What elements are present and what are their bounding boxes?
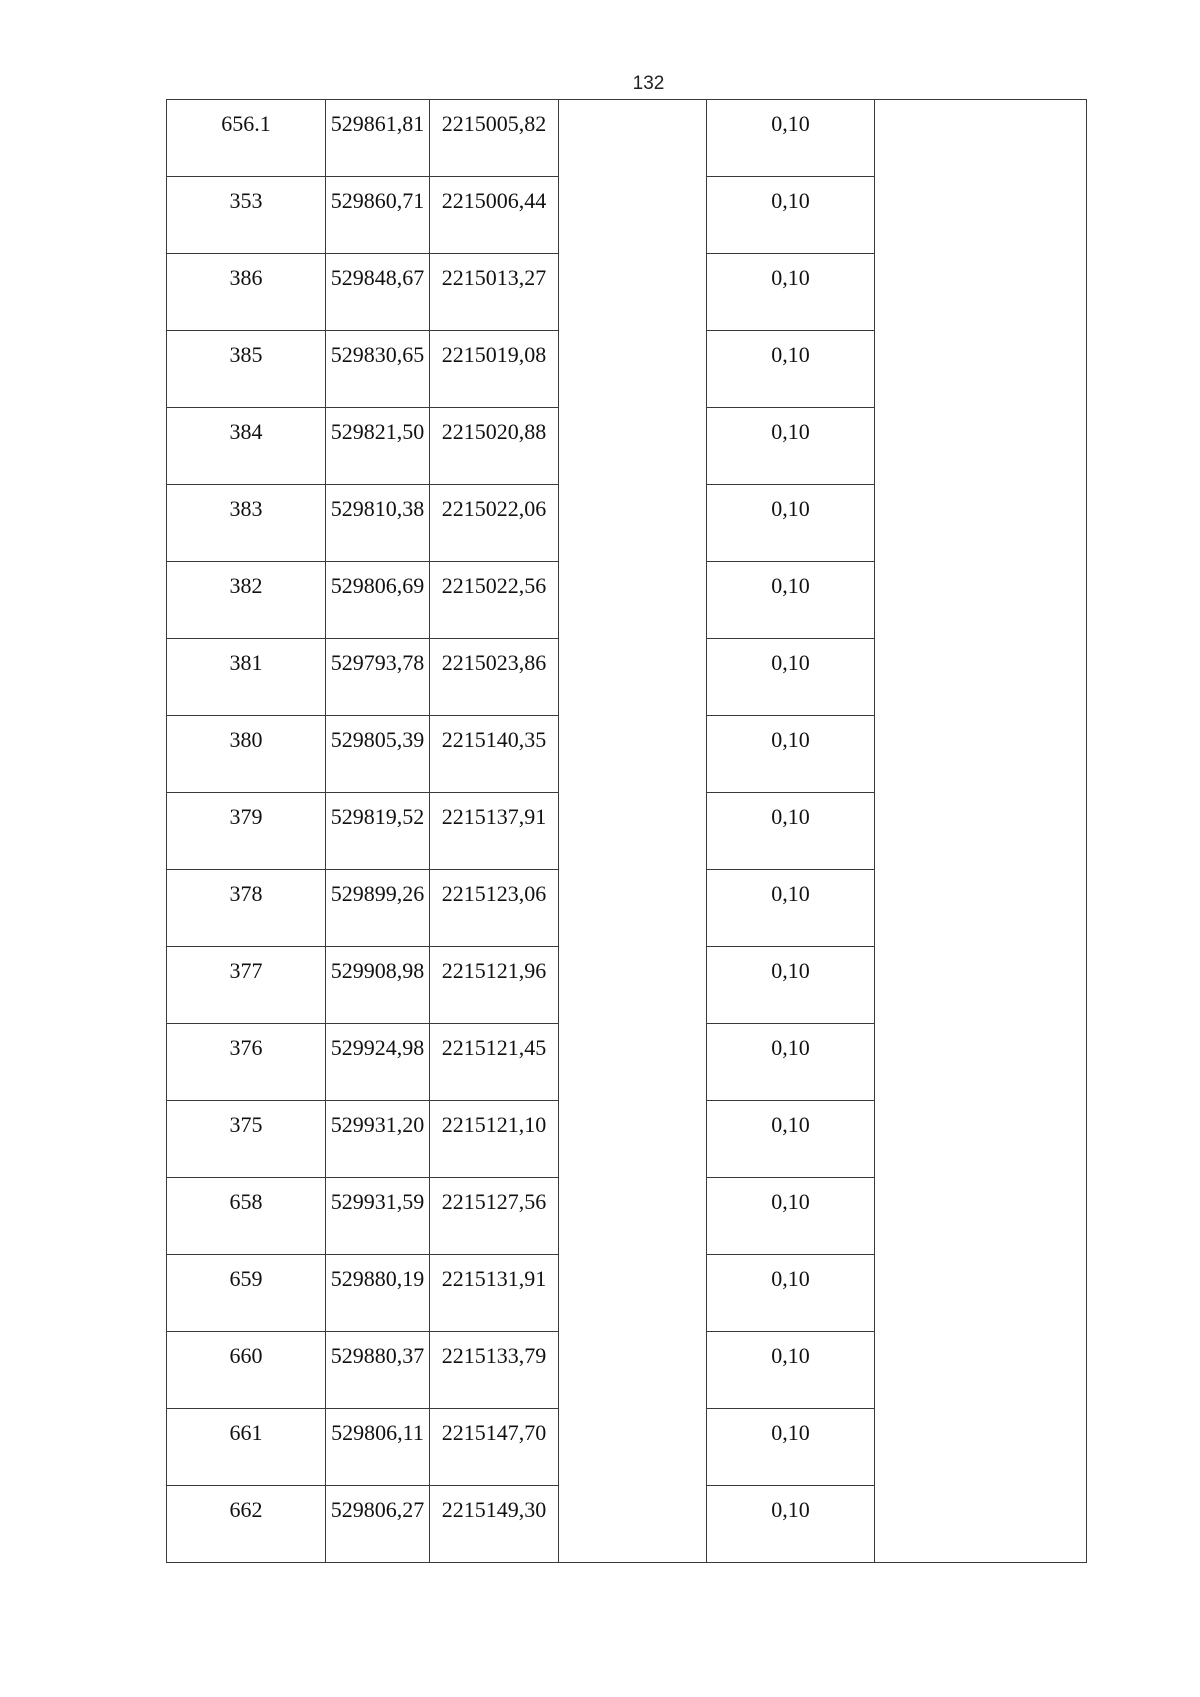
point-number-cell: 383 [167,485,326,562]
empty-cell [875,331,1087,408]
accuracy-value-cell: 0,10 [707,408,875,485]
table-row [167,562,1087,639]
empty-cell [559,793,707,870]
empty-cell [559,1486,707,1563]
empty-cell [875,1332,1087,1409]
accuracy-value-cell: 0,10 [707,793,875,870]
accuracy-value-cell: 0,10 [707,1101,875,1178]
y-coordinate-cell: 2215006,44 [430,177,559,254]
empty-cell [559,1024,707,1101]
point-number-cell: 656.1 [167,100,326,177]
table-row [167,716,1087,793]
y-coordinate-cell: 2215023,86 [430,639,559,716]
table-row [167,177,1087,254]
x-coordinate-cell: 529830,65 [326,331,430,408]
x-coordinate-cell: 529908,98 [326,947,430,1024]
y-coordinate-cell: 2215147,70 [430,1409,559,1486]
x-coordinate-cell: 529848,67 [326,254,430,331]
coordinates-table [166,99,1087,1563]
x-coordinate-cell: 529899,26 [326,870,430,947]
table-row [167,100,1087,177]
x-coordinate-cell: 529931,20 [326,1101,430,1178]
point-number-cell: 661 [167,1409,326,1486]
accuracy-value-cell: 0,10 [707,331,875,408]
empty-cell [559,177,707,254]
x-coordinate-cell: 529806,69 [326,562,430,639]
accuracy-value-cell: 0,10 [707,1255,875,1332]
point-number-cell: 385 [167,331,326,408]
table-row [167,485,1087,562]
point-number-cell: 660 [167,1332,326,1409]
empty-cell [559,562,707,639]
point-number-cell: 378 [167,870,326,947]
empty-cell [559,408,707,485]
empty-cell [559,254,707,331]
empty-cell [875,408,1087,485]
empty-cell [875,1486,1087,1563]
y-coordinate-cell: 2215137,91 [430,793,559,870]
empty-cell [559,1255,707,1332]
table-row [167,331,1087,408]
y-coordinate-cell: 2215121,10 [430,1101,559,1178]
table-row [167,793,1087,870]
empty-cell [875,793,1087,870]
x-coordinate-cell: 529793,78 [326,639,430,716]
y-coordinate-cell: 2215019,08 [430,331,559,408]
point-number-cell: 353 [167,177,326,254]
empty-cell [875,100,1087,177]
empty-cell [875,947,1087,1024]
point-number-cell: 381 [167,639,326,716]
empty-cell [875,254,1087,331]
table-row [167,870,1087,947]
y-coordinate-cell: 2215013,27 [430,254,559,331]
empty-cell [875,1255,1087,1332]
x-coordinate-cell: 529924,98 [326,1024,430,1101]
point-number-cell: 382 [167,562,326,639]
y-coordinate-cell: 2215022,56 [430,562,559,639]
empty-cell [875,177,1087,254]
point-number-cell: 384 [167,408,326,485]
empty-cell [875,870,1087,947]
empty-cell [875,1024,1087,1101]
table-row [167,639,1087,716]
accuracy-value-cell: 0,10 [707,1178,875,1255]
x-coordinate-cell: 529821,50 [326,408,430,485]
point-number-cell: 380 [167,716,326,793]
y-coordinate-cell: 2215123,06 [430,870,559,947]
point-number-cell: 375 [167,1101,326,1178]
table-row [167,254,1087,331]
y-coordinate-cell: 2215022,06 [430,485,559,562]
empty-cell [559,1332,707,1409]
empty-cell [559,331,707,408]
table-row [167,1101,1087,1178]
empty-cell [559,1101,707,1178]
empty-cell [559,639,707,716]
accuracy-value-cell: 0,10 [707,870,875,947]
accuracy-value-cell: 0,10 [707,1024,875,1101]
y-coordinate-cell: 2215121,96 [430,947,559,1024]
table-row [167,1178,1087,1255]
accuracy-value-cell: 0,10 [707,177,875,254]
x-coordinate-cell: 529819,52 [326,793,430,870]
table-row [167,408,1087,485]
y-coordinate-cell: 2215133,79 [430,1332,559,1409]
accuracy-value-cell: 0,10 [707,485,875,562]
y-coordinate-cell: 2215127,56 [430,1178,559,1255]
table-row [167,1332,1087,1409]
point-number-cell: 379 [167,793,326,870]
empty-cell [875,1409,1087,1486]
empty-cell [559,716,707,793]
y-coordinate-cell: 2215131,91 [430,1255,559,1332]
empty-cell [875,562,1087,639]
empty-cell [875,716,1087,793]
empty-cell [559,947,707,1024]
accuracy-value-cell: 0,10 [707,1486,875,1563]
empty-cell [875,1178,1087,1255]
empty-cell [559,1409,707,1486]
point-number-cell: 658 [167,1178,326,1255]
empty-cell [875,639,1087,716]
y-coordinate-cell: 2215121,45 [430,1024,559,1101]
table-row [167,947,1087,1024]
x-coordinate-cell: 529810,38 [326,485,430,562]
table-row [167,1409,1087,1486]
accuracy-value-cell: 0,10 [707,716,875,793]
accuracy-value-cell: 0,10 [707,254,875,331]
point-number-cell: 377 [167,947,326,1024]
empty-cell [559,100,707,177]
table-row [167,1255,1087,1332]
empty-cell [559,1178,707,1255]
table-row [167,1486,1087,1563]
empty-cell [875,1101,1087,1178]
x-coordinate-cell: 529880,37 [326,1332,430,1409]
point-number-cell: 662 [167,1486,326,1563]
accuracy-value-cell: 0,10 [707,1332,875,1409]
point-number-cell: 376 [167,1024,326,1101]
x-coordinate-cell: 529861,81 [326,100,430,177]
accuracy-value-cell: 0,10 [707,1409,875,1486]
x-coordinate-cell: 529931,59 [326,1178,430,1255]
point-number-cell: 386 [167,254,326,331]
y-coordinate-cell: 2215140,35 [430,716,559,793]
x-coordinate-cell: 529880,19 [326,1255,430,1332]
page-number: 132 [632,73,665,94]
accuracy-value-cell: 0,10 [707,947,875,1024]
x-coordinate-cell: 529860,71 [326,177,430,254]
y-coordinate-cell: 2215149,30 [430,1486,559,1563]
point-number-cell: 659 [167,1255,326,1332]
y-coordinate-cell: 2215005,82 [430,100,559,177]
accuracy-value-cell: 0,10 [707,639,875,716]
y-coordinate-cell: 2215020,88 [430,408,559,485]
empty-cell [559,870,707,947]
x-coordinate-cell: 529805,39 [326,716,430,793]
coordinates-table-body [167,100,1087,1563]
empty-cell [559,485,707,562]
x-coordinate-cell: 529806,11 [326,1409,430,1486]
empty-cell [875,485,1087,562]
x-coordinate-cell: 529806,27 [326,1486,430,1563]
accuracy-value-cell: 0,10 [707,562,875,639]
table-row [167,1024,1087,1101]
accuracy-value-cell: 0,10 [707,100,875,177]
